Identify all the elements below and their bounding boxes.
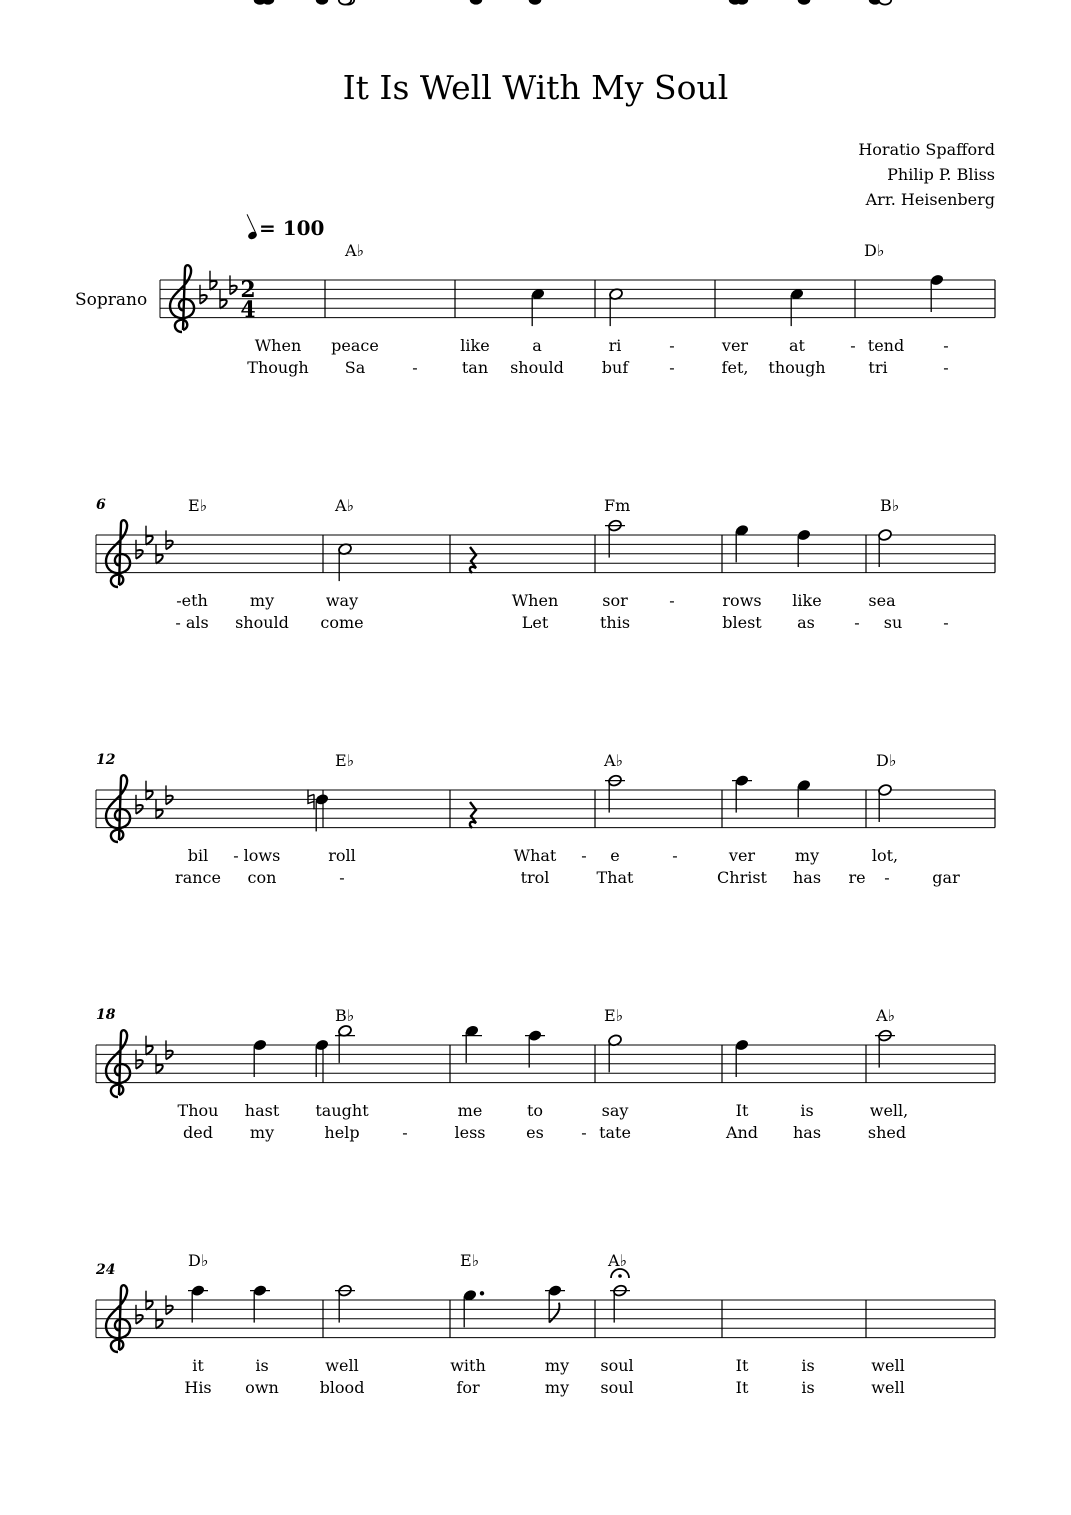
lyric-verse-1: well: [325, 1356, 359, 1375]
lyric-verse-1: is: [800, 1101, 814, 1120]
lyric-verse-2: -: [943, 358, 949, 377]
quarter-note: [250, 1284, 270, 1323]
chord-symbol: E♭: [188, 496, 208, 515]
lyric-verse-2: - als: [175, 613, 209, 632]
lyric-verse-1: e: [610, 846, 620, 865]
lyric-verse-1: -: [233, 846, 239, 865]
flat-icon: [136, 540, 143, 559]
half-note: [335, 1284, 355, 1323]
lyric-verse-1: sor: [602, 591, 628, 610]
flat-bowl: [210, 281, 217, 290]
chord-symbol: D♭: [876, 751, 897, 770]
notehead: [316, 0, 328, 5]
lyric-verse-1: roll: [328, 846, 356, 865]
lyric-verse-2: has: [792, 1123, 822, 1142]
lyric-verse-1: rows: [722, 591, 762, 610]
flat-bowl: [230, 286, 237, 295]
fermata-dot: [618, 1274, 622, 1278]
lyric-verse-2: -: [943, 613, 949, 632]
lyric-verse-2: tan: [461, 358, 489, 377]
quarter-note: [732, 774, 752, 813]
lyric-verse-2: gar: [932, 868, 960, 887]
lyric-verse-2: my: [544, 1378, 570, 1397]
quarter-note: [797, 528, 812, 567]
credit-composer: Philip P. Bliss: [887, 165, 995, 184]
lyric-verse-2: Sa: [344, 358, 366, 377]
lyric-verse-2: as: [797, 613, 815, 632]
lyric-verse-2: for: [456, 1378, 480, 1397]
flat-bowl: [136, 1315, 143, 1324]
flat-icon: [200, 285, 207, 304]
quarter-note: [797, 779, 812, 818]
lyric-verse-2: my: [249, 1123, 275, 1142]
quarter-note: [790, 288, 805, 327]
lyric-verse-2: -: [854, 613, 860, 632]
lyric-verse-1: bil: [187, 846, 209, 865]
flat-bowl: [146, 1046, 153, 1055]
lyric-verse-2: fet,: [721, 358, 749, 377]
lyric-verse-1: It: [735, 1101, 749, 1120]
lyric-verse-2: -: [669, 358, 675, 377]
flat-bowl: [146, 791, 153, 800]
notehead: [879, 0, 891, 5]
lyric-verse-2: re: [848, 868, 866, 887]
lyric-verse-2: It: [735, 1378, 749, 1397]
credit-lyricist: Horatio Spafford: [858, 140, 995, 159]
lyric-verse-1: say: [601, 1101, 629, 1120]
quarter-note: [735, 1038, 750, 1077]
lyric-verse-2: help: [324, 1123, 360, 1142]
dot: [480, 1291, 484, 1295]
lyric-verse-1: soul: [600, 1356, 634, 1375]
lyric-verse-2: blood: [319, 1378, 365, 1397]
lyric-verse-2: is: [801, 1378, 815, 1397]
chord-symbol: D♭: [188, 1251, 209, 1270]
notehead: [470, 0, 482, 5]
half-note: [610, 1269, 630, 1323]
chord-symbol: A♭: [608, 1251, 628, 1270]
notehead: [339, 0, 351, 5]
quarter-note: [254, 0, 266, 5]
eighth-note: [545, 1284, 565, 1323]
lyric-verse-1: a: [532, 336, 542, 355]
instrument-name: Soprano: [75, 290, 148, 310]
credit-arranger: Arr. Heisenberg: [865, 190, 995, 209]
lyric-verse-1: hast: [244, 1101, 280, 1120]
half-note: [609, 288, 624, 327]
quarter-note: [525, 1029, 545, 1068]
lyric-verse-2: well: [871, 1378, 905, 1397]
half-note: [875, 1029, 895, 1068]
lyric-verse-2: has: [792, 868, 822, 887]
half-note: [338, 543, 353, 582]
half-note: [605, 774, 625, 813]
quarter-note: [463, 1289, 485, 1328]
half-note: [879, 0, 891, 5]
flat-bowl: [146, 536, 153, 545]
flat-bowl: [136, 1060, 143, 1069]
flat-bowl: [166, 796, 173, 805]
quarter-note: [315, 1038, 330, 1077]
chord-symbol: E♭: [460, 1251, 480, 1270]
lyric-verse-1: When: [511, 591, 559, 610]
lyric-verse-1: at: [789, 336, 805, 355]
lyric-verse-1: -: [581, 846, 587, 865]
chord-symbol: E♭: [604, 1006, 624, 1025]
chord-symbol: E♭: [335, 751, 355, 770]
lyric-verse-1: well,: [869, 1101, 909, 1120]
quarter-note: [798, 0, 810, 5]
lyric-verse-2: should: [235, 613, 289, 632]
flat-bowl: [166, 1051, 173, 1060]
lyric-verse-2: su: [883, 613, 903, 632]
measure-number: 24: [96, 1262, 116, 1278]
lyric-verse-2: rance: [175, 868, 221, 887]
chord-symbol: B♭: [335, 1006, 355, 1025]
lyric-verse-1: lot,: [871, 846, 899, 865]
lyric-verse-1: -: [943, 336, 949, 355]
quarter-note: [529, 0, 541, 5]
lyric-verse-2: tate: [599, 1123, 631, 1142]
lyric-verse-1: my: [794, 846, 820, 865]
lyric-verse-2: His: [184, 1378, 212, 1397]
lyric-verse-2: Though: [247, 358, 309, 377]
lyric-verse-1: lows: [243, 846, 281, 865]
lyric-verse-1: ver: [721, 336, 749, 355]
quarter-note: [735, 524, 750, 563]
flat-bowl: [146, 1301, 153, 1310]
lyric-verse-2: blest: [722, 613, 762, 632]
quarter-note: [253, 1038, 268, 1077]
flat-bowl: [200, 295, 207, 304]
lyric-verse-2: tri: [868, 358, 888, 377]
flat-bowl: [136, 550, 143, 559]
lyric-verse-2: con: [247, 868, 277, 887]
lyric-verse-2: -: [339, 868, 345, 887]
lyric-verse-2: That: [596, 868, 634, 887]
lyric-verse-2: should: [510, 358, 564, 377]
time-signature-bottom: 4: [240, 297, 256, 323]
lyric-verse-1: way: [325, 591, 359, 610]
half-note: [339, 0, 351, 5]
lyric-verse-1: is: [255, 1356, 269, 1375]
flat-bowl: [156, 1065, 163, 1074]
half-note: [878, 783, 893, 822]
time-signature-top: 2: [240, 277, 256, 303]
lyric-verse-2: Let: [521, 613, 549, 632]
lyric-verse-1: it: [192, 1356, 204, 1375]
half-note: [608, 1034, 623, 1073]
lyric-verse-1: When: [254, 336, 302, 355]
lyric-verse-1: like: [460, 336, 490, 355]
measure-number: 18: [96, 1007, 116, 1023]
flat-bowl: [166, 541, 173, 550]
lyric-verse-1: It: [735, 1356, 749, 1375]
notehead: [529, 0, 541, 5]
measure-number: 12: [96, 752, 116, 768]
lyric-verse-1: -eth: [176, 591, 208, 610]
lyric-verse-1: tend: [867, 336, 905, 355]
quarter-note: [316, 0, 328, 5]
score-title: It Is Well With My Soul: [342, 68, 729, 107]
rest-stroke: [470, 547, 476, 573]
note-flag: [549, 1303, 559, 1323]
lyric-verse-2: though: [768, 358, 826, 377]
lyric-verse-2: ded: [183, 1123, 213, 1142]
lyric-verse-2: soul: [600, 1378, 634, 1397]
chord-symbol: A♭: [876, 1006, 896, 1025]
flat-icon: [230, 275, 237, 294]
lyric-verse-2: this: [599, 613, 631, 632]
tempo-value: = 100: [259, 216, 325, 240]
lyric-verse-2: shed: [867, 1123, 907, 1142]
lyric-verse-1: ver: [728, 846, 756, 865]
flat-icon: [136, 1305, 143, 1324]
lyric-verse-2: es: [526, 1123, 544, 1142]
lyric-verse-1: me: [457, 1101, 483, 1120]
half-note: [335, 1024, 355, 1063]
measure-number: 6: [96, 497, 106, 513]
fermata-icon: [611, 1269, 629, 1278]
lyric-verse-1: with: [450, 1356, 486, 1375]
lyric-verse-1: peace: [331, 336, 379, 355]
notehead: [798, 0, 810, 5]
lyric-verse-1: my: [544, 1356, 570, 1375]
lyric-verse-1: taught: [315, 1101, 369, 1120]
lyric-verse-2: And: [725, 1123, 759, 1142]
lyric-verse-2: Christ: [717, 868, 767, 887]
lyric-verse-2: come: [320, 613, 364, 632]
lyric-verse-1: sea: [868, 591, 896, 610]
quarter-note: [462, 1024, 482, 1063]
flat-icon: [166, 1295, 173, 1314]
quarter-note: [930, 273, 945, 312]
quarter-note: [470, 0, 482, 5]
chord-symbol: A♭: [345, 241, 365, 260]
quarter-note: [188, 1284, 208, 1323]
lyric-verse-1: like: [792, 591, 822, 610]
rest-stroke: [470, 802, 476, 828]
flat-bowl: [136, 805, 143, 814]
flat-icon: [136, 1050, 143, 1069]
chord-symbol: Fm: [604, 496, 631, 515]
half-note: [878, 528, 893, 567]
flat-icon: [166, 530, 173, 549]
flat-icon: [166, 1040, 173, 1059]
flat-icon: [136, 795, 143, 814]
lyric-verse-1: well: [871, 1356, 905, 1375]
lyric-verse-2: own: [245, 1378, 279, 1397]
chord-symbol: B♭: [880, 496, 900, 515]
lyric-verse-1: -: [672, 846, 678, 865]
flat-icon: [166, 785, 173, 804]
flat-bowl: [220, 300, 227, 309]
lyric-verse-1: is: [801, 1356, 815, 1375]
quarter-note: [308, 789, 329, 831]
lyric-verse-2: -: [412, 358, 418, 377]
lyric-verse-2: -: [884, 868, 890, 887]
flat-bowl: [156, 810, 163, 819]
lyric-verse-1: What: [513, 846, 557, 865]
flat-bowl: [156, 555, 163, 564]
lyric-verse-2: -: [581, 1123, 587, 1142]
lyric-verse-2: trol: [520, 868, 550, 887]
quarter-rest-icon: [470, 802, 476, 828]
quarter-note: [531, 288, 546, 327]
lyric-verse-1: to: [526, 1101, 544, 1120]
chord-symbol: D♭: [864, 241, 885, 260]
flat-bowl: [156, 1320, 163, 1329]
chord-symbol: A♭: [604, 751, 624, 770]
chord-symbol: A♭: [335, 496, 355, 515]
flat-bowl: [166, 1306, 173, 1315]
lyric-verse-1: Thou: [177, 1101, 219, 1120]
lyric-verse-2: -: [402, 1123, 408, 1142]
quarter-rest-icon: [470, 547, 476, 573]
notehead: [254, 0, 266, 5]
lyric-verse-1: -: [669, 591, 675, 610]
lyric-verse-1: my: [249, 591, 275, 610]
lyric-verse-1: -: [850, 336, 856, 355]
lyric-verse-2: less: [454, 1123, 486, 1142]
lyric-verse-1: -: [669, 336, 675, 355]
half-note: [605, 519, 625, 558]
lyric-verse-1: ri: [608, 336, 622, 355]
lyric-verse-2: buf: [601, 358, 629, 377]
